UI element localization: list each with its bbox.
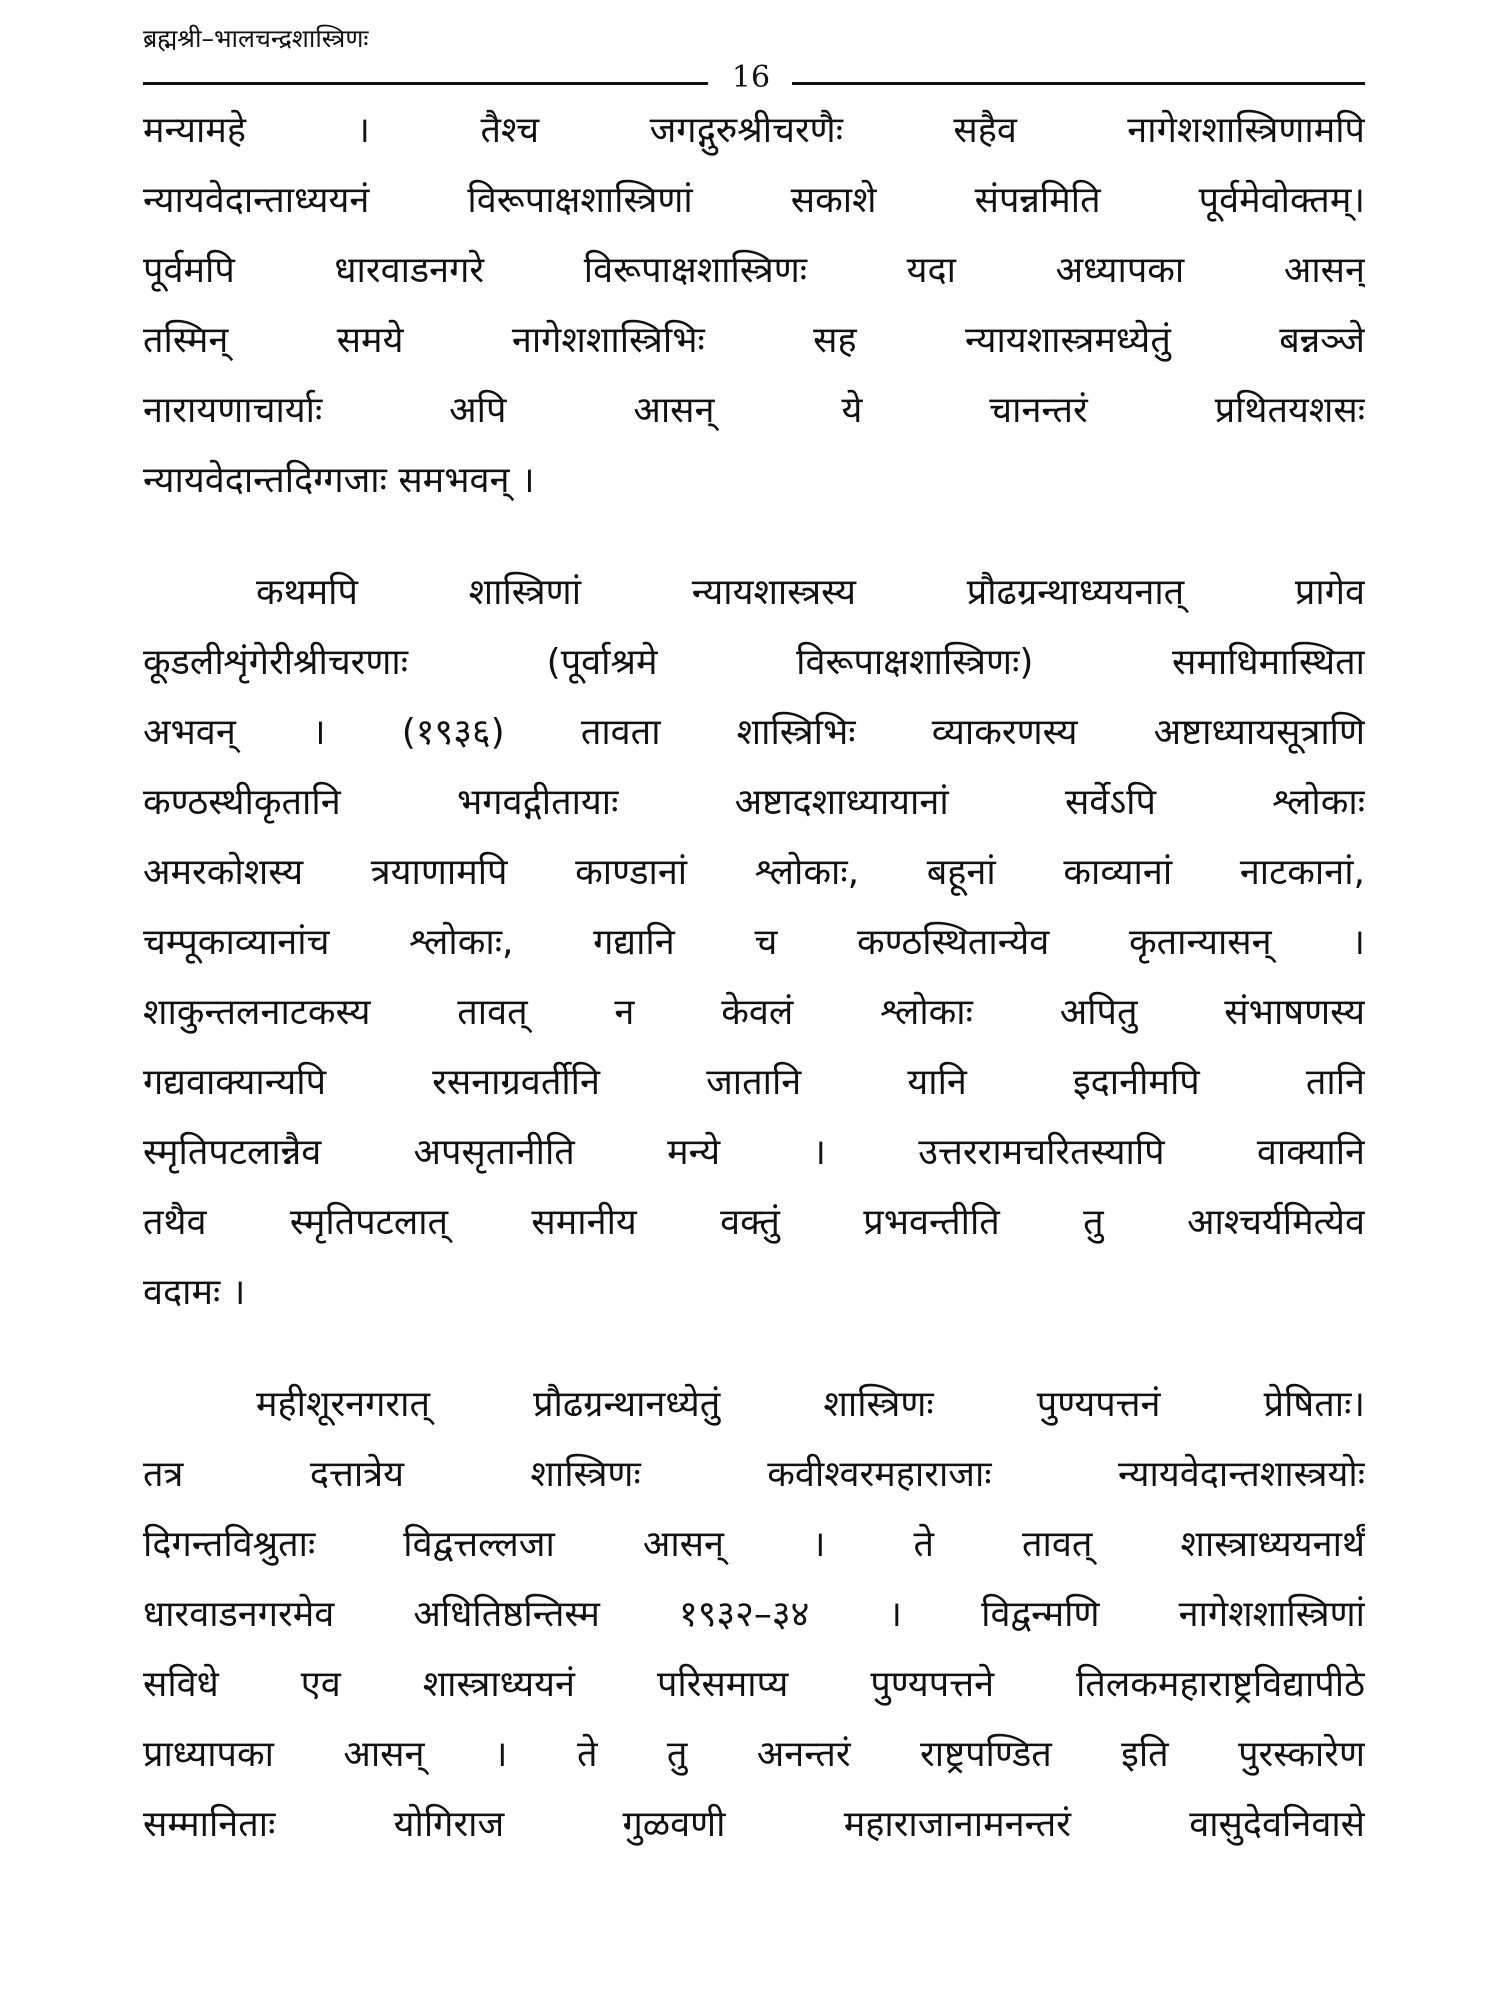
header-rule-left	[143, 82, 708, 85]
text-line: महीशूरनगरात् प्रौढग्रन्थानध्येतुं शास्त्रिणः पुण्यपत्तनं प्रेषिताः।	[256, 1384, 1365, 1425]
text-line: शाकुन्तलनाटकस्य तावत् न केवलं श्लोकाः अपितु संभाषणस्य	[143, 992, 1365, 1033]
paragraph-3	[143, 1370, 1365, 1860]
body-text	[143, 96, 1365, 1860]
text-line: अभवन् । (१९३६) तावता शास्त्रिभिः व्याकरणस्य अष्टाध्यायसूत्राणि	[143, 712, 1365, 753]
text-line: दिगन्तविश्रुताः विद्वत्तल्लजा आसन् । ते तावत् शास्त्राध्ययनार्थं	[143, 1524, 1365, 1565]
paragraph-gap	[143, 516, 1365, 558]
paragraph-2	[143, 558, 1365, 1328]
text-line: चम्पूकाव्यानांच श्लोकाः, गद्यानि च कण्ठस्थितान्येव कृतान्यासन् ।	[143, 922, 1365, 963]
text-line: कथमपि शास्त्रिणां न्यायशास्त्रस्य प्रौढग्रन्थाध्ययनात् प्रागेव	[256, 572, 1365, 613]
running-head: ब्रह्मश्री–भालचन्द्रशास्त्रिणः	[143, 24, 369, 53]
text-line: कण्ठस्थीकृतानि भगवद्गीतायाः अष्टादशाध्यायानां सर्वेऽपि श्लोकाः	[143, 782, 1365, 823]
text-line: नारायणाचार्याः अपि आसन् ये चानन्तरं प्रथितयशसः	[143, 390, 1365, 431]
text-line: अमरकोशस्य त्रयाणामपि काण्डानां श्लोकाः, बहूनां काव्यानां नाटकानां,	[143, 852, 1365, 893]
text-line: प्राध्यापका आसन् । ते तु अनन्तरं राष्ट्रपण्डित इति पुरस्कारेण	[143, 1734, 1365, 1775]
text-line: न्यायवेदान्तदिग्गजाः समभवन् ।	[143, 460, 535, 501]
text-line: गद्यवाक्यान्यपि रसनाग्रवर्तीनि जातानि यानि इदानीमपि तानि	[143, 1062, 1365, 1103]
text-line: तस्मिन् समये नागेशशास्त्रिभिः सह न्यायशास्त्रमध्येतुं बन्नञ्जे	[143, 320, 1365, 361]
header-rule-right	[792, 82, 1365, 85]
text-line: मन्यामहे । तैश्च जगद्गुरुश्रीचरणैः सहैव नागेशशास्त्रिणामपि	[143, 110, 1365, 151]
text-line: तत्र दत्तात्रेय शास्त्रिणः कवीश्वरमहाराजाः न्यायवेदान्तशास्त्रयोः	[143, 1454, 1365, 1495]
text-line: वदामः ।	[143, 1272, 246, 1313]
text-line: तथैव स्मृतिपटलात् समानीय वक्तुं प्रभवन्तीति तु आश्चर्यमित्येव	[143, 1202, 1365, 1243]
text-line: कूडलीशृंगेरीश्रीचरणाः (पूर्वाश्रमे विरूपाक्षशास्त्रिणः) समाधिमास्थिता	[143, 642, 1365, 683]
page-number: 16	[731, 60, 771, 95]
text-line: स्मृतिपटलान्नैव अपसृतानीति मन्ये । उत्तररामचरितस्यापि वाक्यानि	[143, 1132, 1365, 1173]
paragraph-gap	[143, 1328, 1365, 1370]
text-line: न्यायवेदान्ताध्ययनं विरूपाक्षशास्त्रिणां सकाशे संपन्नमिति पूर्वमेवोक्तम्।	[143, 180, 1365, 221]
text-line: सम्मानिताः योगिराज गुळवणी महाराजानामनन्तरं वासुदेवनिवासे	[143, 1804, 1365, 1845]
page-header	[143, 20, 1365, 95]
text-line: सविधे एव शास्त्राध्ययनं परिसमाप्य पुण्यपत्तने तिलकमहाराष्ट्रविद्यापीठे	[143, 1664, 1365, 1705]
paragraph-1	[143, 96, 1365, 516]
text-line: पूर्वमपि धारवाडनगरे विरूपाक्षशास्त्रिणः यदा अध्यापका आसन्	[143, 250, 1365, 291]
text-line: धारवाडनगरमेव अधितिष्ठन्तिस्म १९३२–३४ । विद्वन्मणि नागेशशास्त्रिणां	[143, 1594, 1365, 1635]
